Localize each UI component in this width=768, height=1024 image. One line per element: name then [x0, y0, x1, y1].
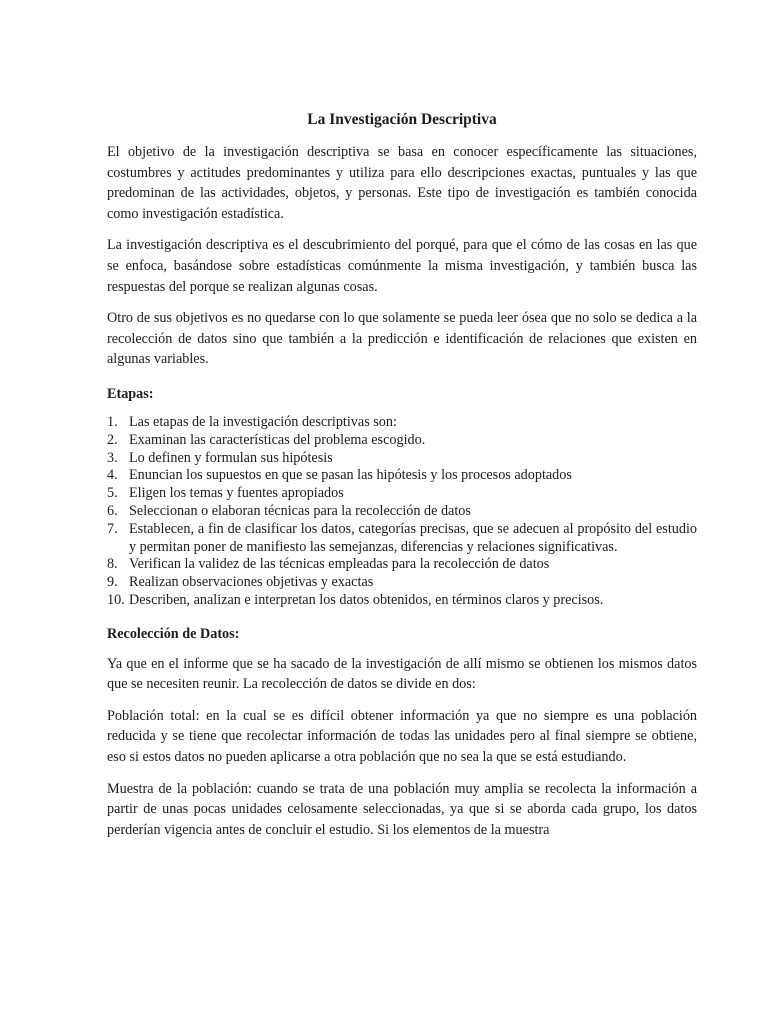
list-item-number: 2. [107, 431, 118, 448]
recoleccion-paragraph-3: Muestra de la población: cuando se trata de una población muy amplia se recolecta la información a partir de unas pocas unidades celosamente seleccionadas, ya que si se aborda cada grupo, los datos perderían vigencia antes de concluir el estudio. Si los elementos de la muestra [107, 780, 697, 838]
etapas-list [107, 414, 697, 610]
list-item-text: Realizan observaciones objetivas y exactas [129, 574, 374, 591]
list-item-number: 6. [107, 502, 118, 519]
list-item-text: Seleccionan o elaboran técnicas para la recolección de datos [129, 502, 471, 519]
document-page [107, 110, 697, 851]
document-title: La Investigación Descriptiva [307, 111, 497, 128]
list-item-number: 9. [107, 574, 118, 591]
intro-paragraph-1: El objetivo de la investigación descriptiva se basa en conocer específicamente las situaciones, costumbres y actitudes predominantes y utiliza para ello descripciones exactas, puntuales y las que predominan de las actividades, objetos, y personas. Este tipo de investigación es también conocida como investigación estadística. [107, 144, 697, 222]
list-item-text: Verifican la validez de las técnicas empleadas para la recolección de datos [129, 556, 550, 573]
recoleccion-paragraph-1: Ya que en el informe que se ha sacado de la investigación de allí mismo se obtienen los mismos datos que se necesiten reunir. La recolección de datos se divide en dos: [107, 655, 697, 693]
list-item-text: Eligen los temas y fuentes apropiados [129, 485, 344, 502]
list-item [107, 414, 697, 432]
intro-paragraph-2: La investigación descriptiva es el descubrimiento del porqué, para que el cómo de las cosas en las que se enfoca, basándose sobre estadísticas comúnmente la misma investigación, y también busca las respuestas del porque se realizan algunas cosas. [107, 237, 697, 295]
list-item-number: 3. [107, 449, 118, 466]
list-item-number: 8. [107, 556, 118, 573]
list-item-text: Establecen, a fin de clasificar los datos, categorías precisas, que se adecuen al propósito del estudio y permitan poner de manifiesto las semejanzas, diferencias y relaciones significativas. [129, 520, 697, 555]
list-item [107, 450, 697, 468]
list-item [107, 592, 697, 610]
list-item-number: 7. [107, 520, 118, 537]
list-item [107, 574, 697, 592]
list-item [107, 467, 697, 485]
list-item-text: Describen, analizan e interpretan los datos obtenidos, en términos claros y precisos. [129, 591, 604, 608]
list-item-text: Enuncian los supuestos en que se pasan las hipótesis y los procesos adoptados [129, 467, 572, 484]
list-item [107, 485, 697, 503]
etapas-heading: Etapas: [107, 385, 154, 402]
list-item [107, 556, 697, 574]
list-item [107, 503, 697, 521]
list-item-text: Examinan las características del problema escogido. [129, 431, 426, 448]
intro-paragraph-3: Otro de sus objetivos es no quedarse con lo que solamente se pueda leer ósea que no solo se dedica a la recolección de datos sino que también a la predicción e identificación de relaciones que existen en algunas variables. [107, 310, 697, 368]
list-item [107, 432, 697, 450]
list-item-number: 4. [107, 467, 118, 484]
list-item-text: Lo definen y formulan sus hipótesis [129, 449, 333, 466]
recoleccion-paragraph-2: Población total: en la cual se es difícil obtener información ya que no siempre es una población reducida y se tiene que recolectar información de todas las unidades pero al final siempre se obtiene, eso si estos datos no pueden aplicarse a otra población que no sea la que se está estudiando. [107, 707, 697, 766]
list-item-number: 5. [107, 485, 118, 502]
list-item [107, 521, 697, 557]
recoleccion-heading: Recolección de Datos: [107, 625, 240, 642]
list-item-text: Las etapas de la investigación descriptivas son: [129, 413, 397, 430]
list-item-number: 10. [107, 591, 125, 608]
list-item-number: 1. [107, 413, 118, 430]
